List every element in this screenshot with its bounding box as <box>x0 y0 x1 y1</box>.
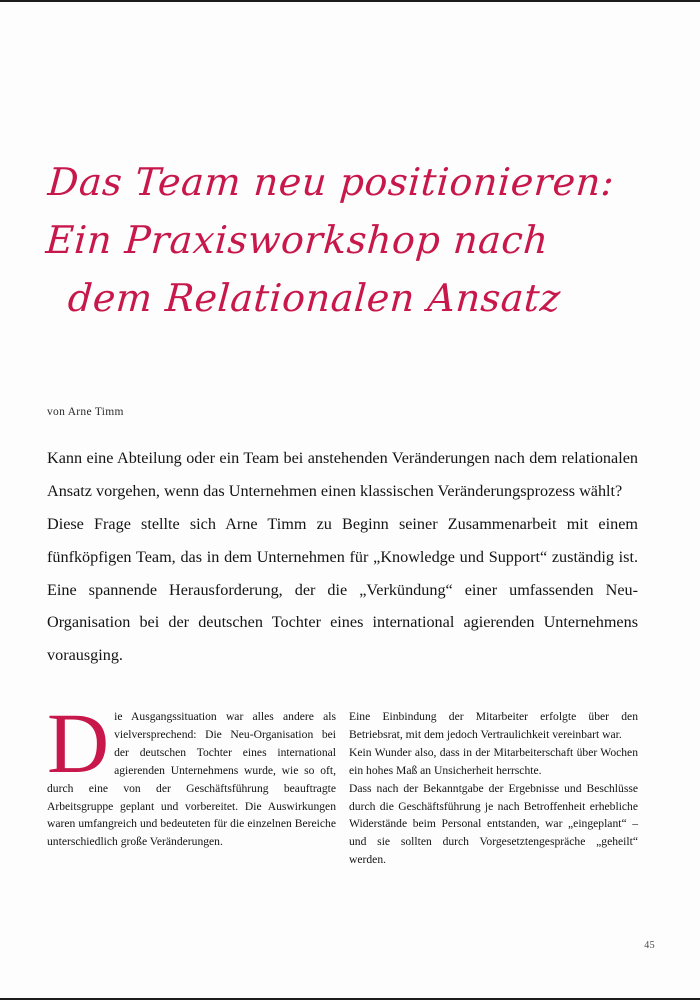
title-line-1: Das Team neu positionieren: <box>46 160 616 204</box>
article-title <box>46 154 646 327</box>
title-line-2: Ein Praxisworkshop nach <box>44 217 551 262</box>
right-column-paragraph-1: Eine Einbindung der Mitarbeiter erfolgte über den Betriebsrat, mit dem jedoch Vertraulichkeit vereinbart war. <box>349 710 638 741</box>
lead-paragraphs <box>47 442 638 672</box>
body-column-left <box>47 695 336 869</box>
lead-paragraph-1: Kann eine Abteilung oder ein Team bei anstehenden Veränderungen nach dem relationalen Ansatz vorgehen, wenn das Unternehmen einen klassischen Veränderungsprozess wählt? <box>47 449 638 500</box>
body-columns <box>47 695 638 869</box>
drop-cap-letter: D <box>47 695 110 791</box>
page-number: 45 <box>644 940 655 951</box>
left-column-paragraph <box>47 695 336 851</box>
lead-paragraph-2: Diese Frage stellte sich Arne Timm zu Beginn seiner Zusammenarbeit mit einem fünfköpfigen Team, das in dem Unternehmen für „Knowledge und Support“ zuständig ist. Eine spannende Herausforderung, der die „Verkündung“ einer umfassenden Neu-Organisation bei der deutschen Tochter eines international agierenden Unternehmens vorausging. <box>47 514 638 665</box>
author-byline: von Arne Timm <box>47 406 124 418</box>
right-column-paragraph-3: Dass nach der Bekanntgabe der Ergebnisse und Beschlüsse durch die Geschäftsführung je nach Betroffenheit erhebliche Widerstände beim Personal entstanden, war „eingeplant“ – und sie sollten durch Vorgesetztengespräche „geheilt“ werden. <box>349 781 638 867</box>
right-column-paragraph-2: Kein Wunder also, dass in der Mitarbeiterschaft über Wochen ein hohes Maß an Unsicherheit herrschte. <box>349 745 638 777</box>
title-line-3: dem Relationalen Ansatz <box>66 275 563 320</box>
body-column-right <box>349 708 638 869</box>
left-column-text: ie Ausgangssituation war alles andere als vielversprechend: Die Neu-Organisation bei der deutschen Tochter eines international agierenden Unternehmens wurde, wie so oft, durch eine von der Geschäftsführung beauftragte Arbeitsgruppe geplant und vorbereitet. Die Auswirkungen waren umfangreich und bedeuteten für die einzelnen Bereiche unterschiedlich große Veränderungen. <box>47 710 336 849</box>
